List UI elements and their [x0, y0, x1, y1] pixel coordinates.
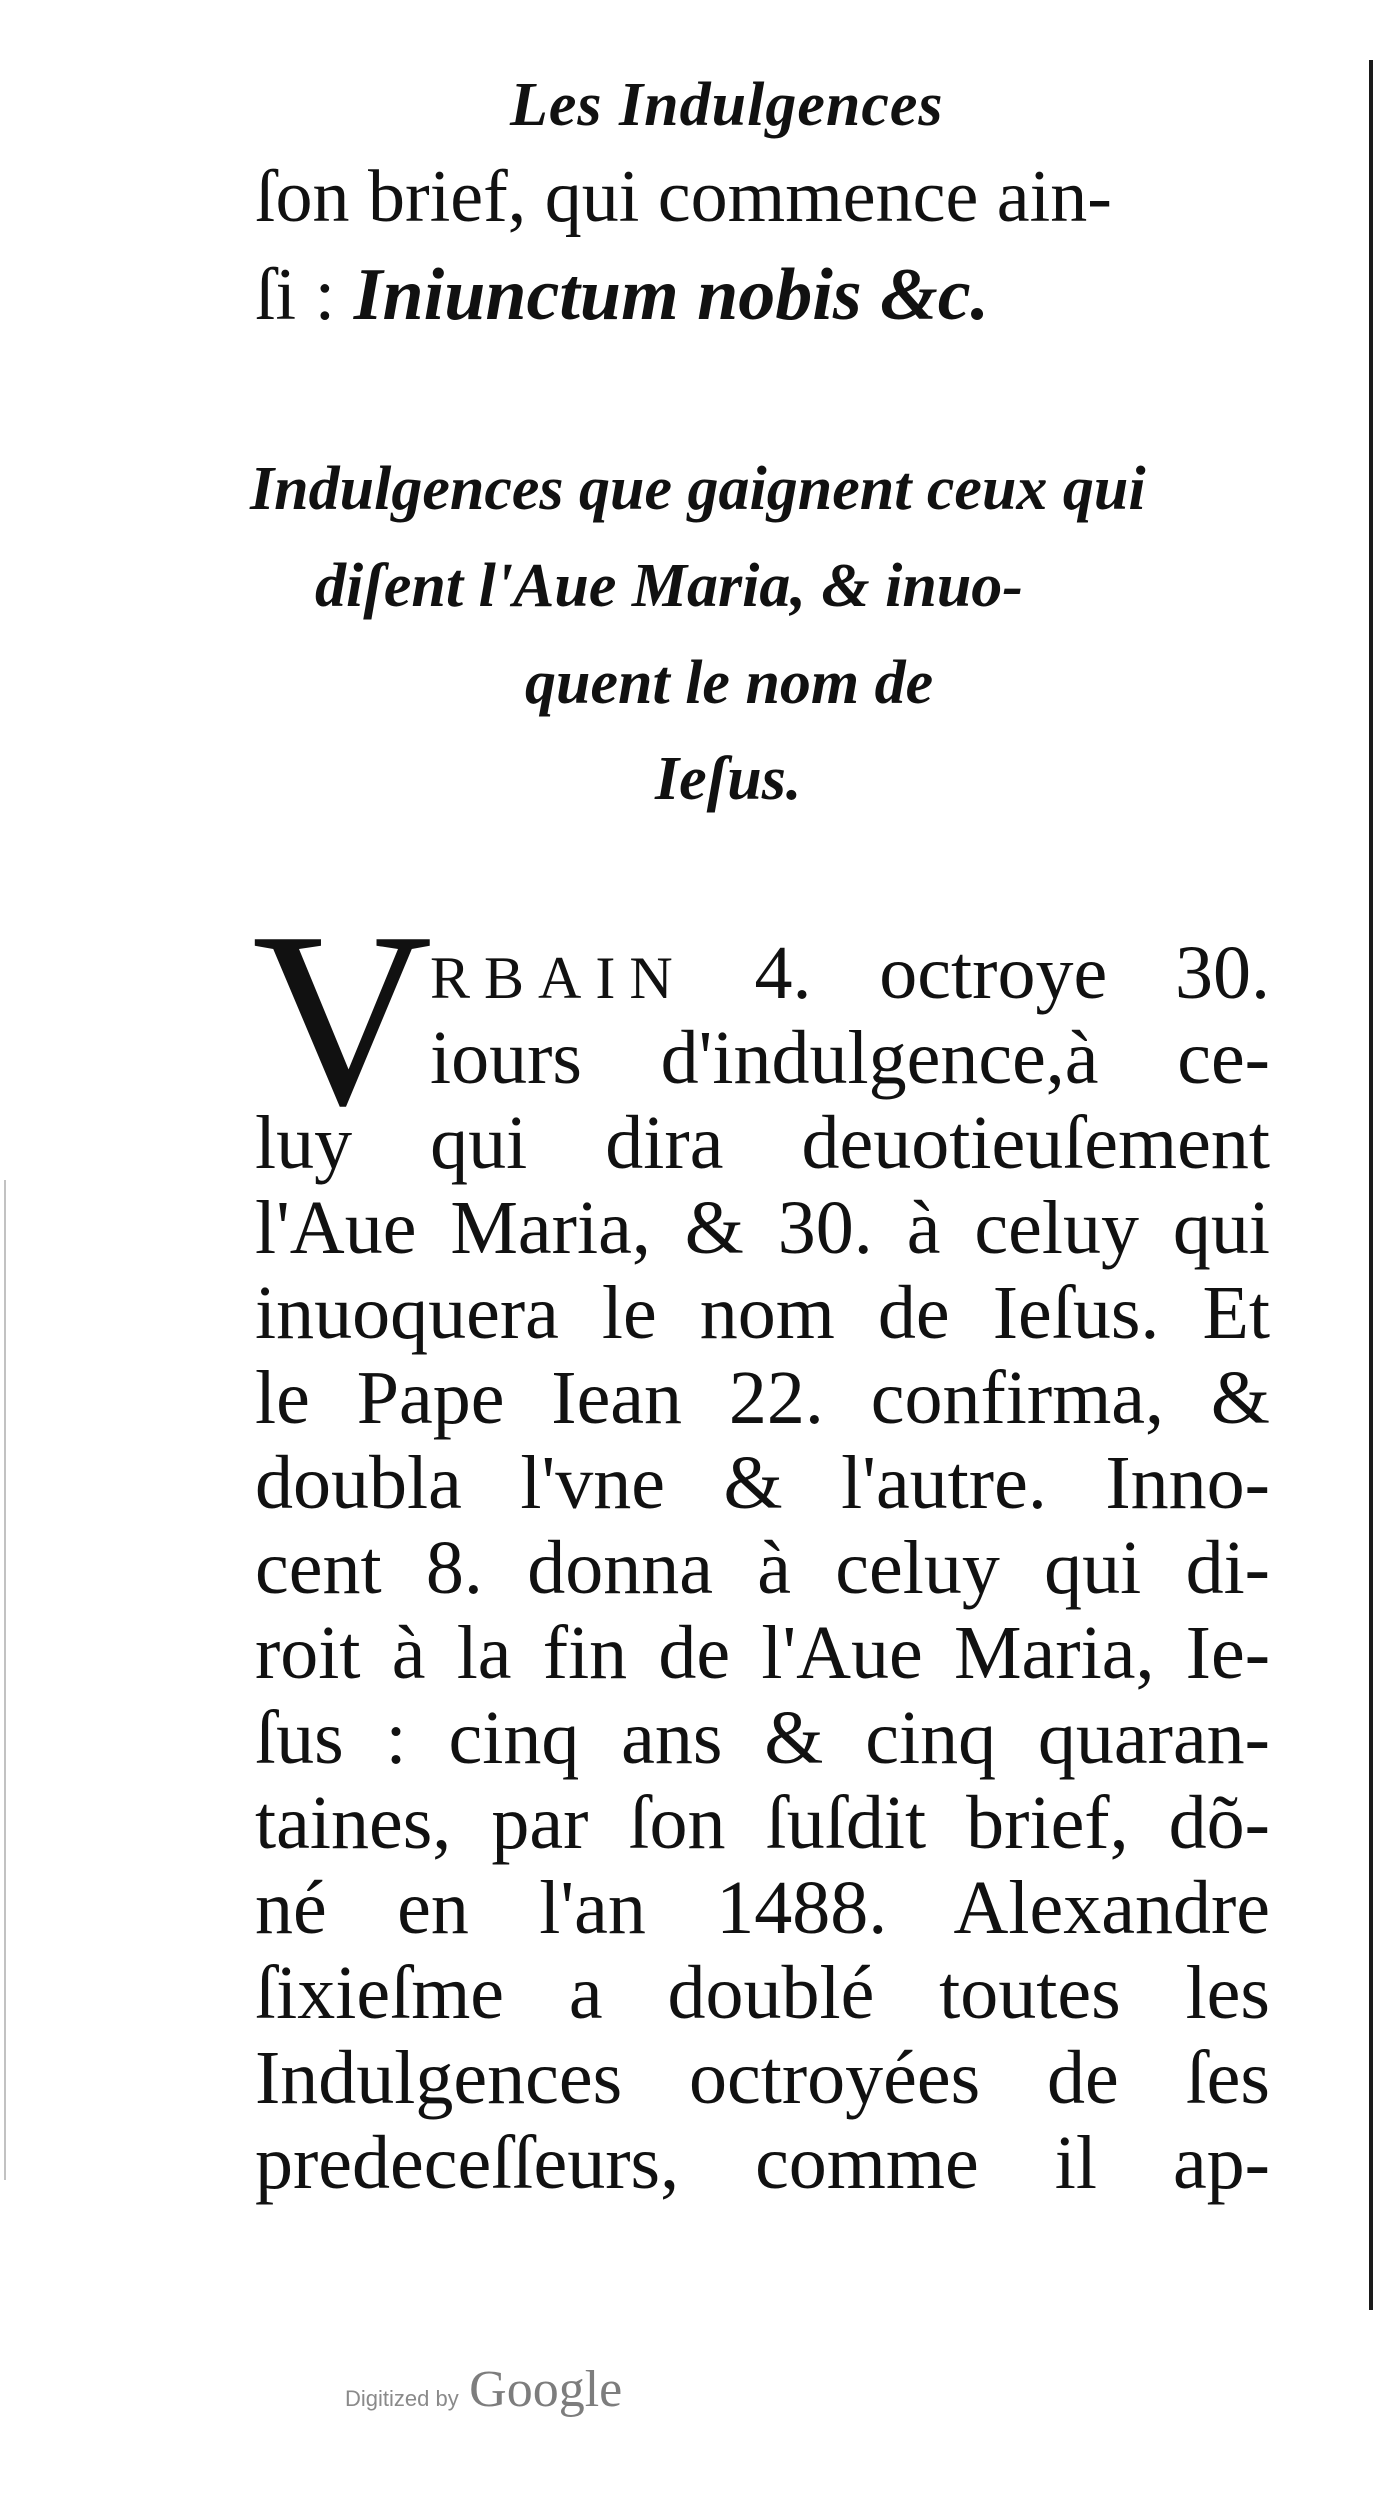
body-line: le Pape Iean 22. confirma, & — [255, 1356, 1270, 1440]
drop-capital: V — [252, 881, 433, 1158]
body-line: Indulgences octroyées de ſes — [255, 2036, 1270, 2120]
body-line: l'Aue Maria, & 30. à celuy qui — [255, 1186, 1270, 1270]
intro-line-1: ſon brief, qui commence ain- — [255, 156, 1112, 238]
section-heading-line-1: Indulgences que gaignent ceux qui — [250, 455, 1146, 523]
intro-italic-phrase: Iniunctum nobis &c. — [353, 254, 990, 336]
body-line: ſus : cinq ans & cinq quaran- — [255, 1696, 1270, 1780]
footer-prefix: Digitized by — [345, 2386, 459, 2411]
footer-brand-logo: Google — [469, 2361, 623, 2418]
body-line: cent 8. donna à celuy qui di- — [255, 1526, 1270, 1610]
body-line-first — [430, 931, 1271, 1015]
body-line: né en l'an 1488. Alexandre — [255, 1866, 1270, 1950]
intro-line-2 — [255, 254, 990, 336]
intro-line-2-text: ſi : — [255, 254, 336, 336]
first-line-rest: 4. octroye 30. — [754, 931, 1271, 1015]
body-line: ſixieſme a doublé toutes les — [255, 1951, 1270, 2035]
body-line: luy qui dira deuotieuſement — [255, 1101, 1270, 1185]
gutter-shadow — [4, 1180, 6, 2180]
body-line: inuoquera le nom de Ieſus. Et — [255, 1271, 1270, 1355]
running-head: Les Indulgences — [510, 71, 944, 139]
body-line: doubla l'vne & l'autre. Inno- — [255, 1441, 1270, 1525]
first-word-caps: RBAIN — [430, 945, 687, 1011]
body-line: iours d'indulgence,à ce- — [430, 1016, 1270, 1100]
body-line: roit à la fin de l'Aue Maria, Ie- — [255, 1611, 1270, 1695]
section-heading-line-3: quent le nom de — [525, 649, 934, 717]
page-edge-rule — [1369, 60, 1373, 2310]
digitized-by-footer — [345, 2360, 622, 2419]
section-heading-line-2: diſent l'Aue Maria, & inuo- — [315, 552, 1023, 620]
body-line: taines, par ſon ſuſdit brief, dõ- — [255, 1781, 1270, 1865]
section-heading-line-4: Ieſus. — [655, 745, 802, 813]
body-line: predeceſſeurs, comme il ap- — [255, 2121, 1270, 2205]
